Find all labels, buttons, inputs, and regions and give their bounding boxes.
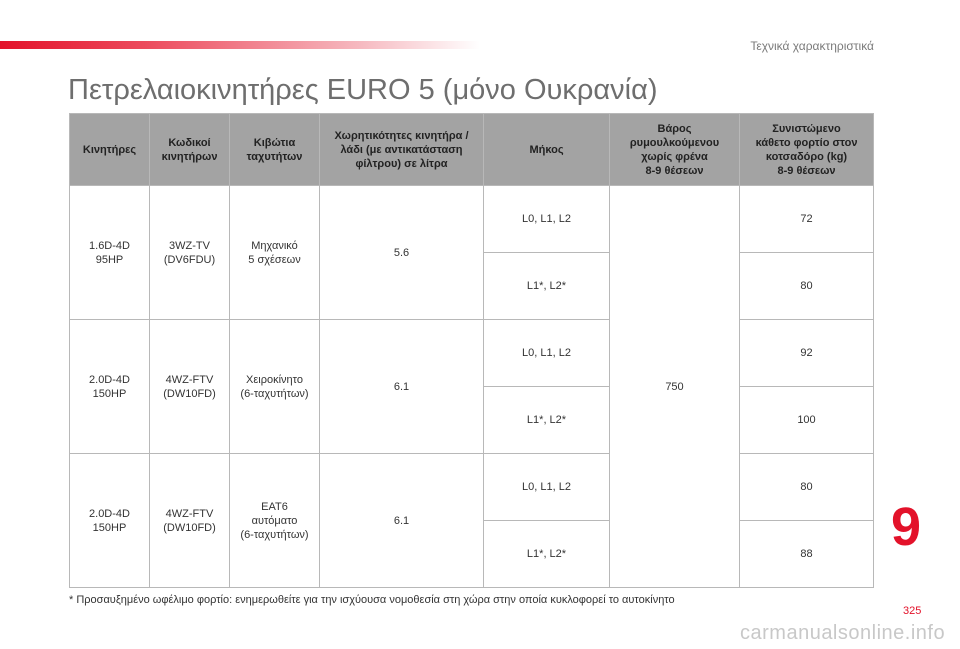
noseweight-cell: 72 bbox=[740, 186, 874, 253]
table-body bbox=[70, 186, 874, 588]
header-engines bbox=[70, 114, 150, 186]
engine-cell bbox=[70, 186, 150, 320]
engine-specs-table bbox=[69, 113, 874, 588]
length-cell: L1*, L2* bbox=[484, 521, 610, 588]
gearbox-cell bbox=[230, 320, 320, 454]
cell-line: 3WZ-TV bbox=[169, 239, 210, 252]
engine-cell bbox=[70, 320, 150, 454]
page-title: Πετρελαιοκινητήρες EURO 5 (μόνο Ουκρανία) bbox=[68, 74, 658, 106]
header-capacities bbox=[320, 114, 484, 186]
noseweight-cell: 100 bbox=[740, 387, 874, 454]
gearbox-cell bbox=[230, 186, 320, 320]
table-header-row bbox=[70, 114, 874, 186]
header-accent-bar bbox=[0, 41, 480, 49]
cell-line: κινητήρων bbox=[161, 150, 218, 163]
engine-cell bbox=[70, 454, 150, 588]
capacity-cell: 6.1 bbox=[320, 454, 484, 588]
header-gearboxes bbox=[230, 114, 320, 186]
cell-line: 4WZ-FTV bbox=[165, 373, 214, 386]
engine-code-cell bbox=[150, 454, 230, 588]
noseweight-cell: 92 bbox=[740, 320, 874, 387]
cell-line: Κινητήρες bbox=[82, 143, 137, 156]
length-cell: L1*, L2* bbox=[484, 253, 610, 320]
cell-line: ταχυτήτων bbox=[246, 150, 303, 163]
capacity-cell: 6.1 bbox=[320, 320, 484, 454]
cell-line: Μηχανικό bbox=[251, 239, 298, 252]
cell-line: κάθετο φορτίο στον bbox=[755, 136, 858, 149]
cell-line: 150HP bbox=[92, 521, 127, 534]
header-length bbox=[484, 114, 610, 186]
cell-line: 8-9 θέσεων bbox=[645, 164, 704, 177]
gearbox-cell bbox=[230, 454, 320, 588]
cell-line: χωρίς φρένα bbox=[641, 150, 708, 163]
engine-code-cell bbox=[150, 320, 230, 454]
noseweight-cell: 80 bbox=[740, 253, 874, 320]
length-cell: L0, L1, L2 bbox=[484, 454, 610, 521]
chapter-number: 9 bbox=[891, 497, 922, 557]
header-trailer-weight bbox=[610, 114, 740, 186]
watermark-text: carmanualsonline.info bbox=[740, 622, 946, 644]
cell-line: φίλτρου) σε λίτρα bbox=[355, 157, 448, 170]
trailer-weight-cell: 750 bbox=[610, 186, 740, 588]
cell-line: Βάρος bbox=[657, 122, 692, 135]
cell-line: (DW10FD) bbox=[163, 387, 216, 400]
noseweight-cell: 80 bbox=[740, 454, 874, 521]
cell-line: EAT6 bbox=[261, 500, 288, 513]
cell-line: Μήκος bbox=[529, 143, 564, 156]
cell-line: Χωρητικότητες κινητήρα / bbox=[334, 129, 469, 142]
cell-line: (6-ταχυτήτων) bbox=[240, 387, 309, 400]
cell-line: 4WZ-FTV bbox=[165, 507, 214, 520]
table-row bbox=[70, 320, 874, 387]
length-cell: L0, L1, L2 bbox=[484, 320, 610, 387]
cell-line: ρυμουλκούμενου bbox=[629, 136, 720, 149]
noseweight-cell: 88 bbox=[740, 521, 874, 588]
cell-line: Συνιστώμενο bbox=[772, 122, 841, 135]
table-row bbox=[70, 454, 874, 521]
length-cell: L1*, L2* bbox=[484, 387, 610, 454]
engine-code-cell bbox=[150, 186, 230, 320]
cell-line: 95HP bbox=[95, 253, 124, 266]
cell-line: Κωδικοί bbox=[168, 136, 211, 149]
cell-line: (6-ταχυτήτων) bbox=[240, 528, 309, 541]
cell-line: (DV6FDU) bbox=[163, 253, 216, 266]
capacity-cell: 5.6 bbox=[320, 186, 484, 320]
cell-line: Χειροκίνητο bbox=[246, 373, 303, 386]
header-engine-codes bbox=[150, 114, 230, 186]
cell-line: (DW10FD) bbox=[163, 521, 216, 534]
cell-line: λάδι (με αντικατάσταση bbox=[340, 143, 463, 156]
cell-line: 150HP bbox=[92, 387, 127, 400]
cell-line: 2.0D-4D bbox=[89, 373, 130, 386]
cell-line: 8-9 θέσεων bbox=[777, 164, 836, 177]
header-noseweight bbox=[740, 114, 874, 186]
cell-line: 1.6D-4D bbox=[89, 239, 130, 252]
cell-line: 2.0D-4D bbox=[89, 507, 130, 520]
table-row bbox=[70, 186, 874, 253]
cell-line: κοτσαδόρο (kg) bbox=[765, 150, 848, 163]
chapter-title: Τεχνικά χαρακτηριστικά bbox=[750, 39, 874, 53]
cell-line: αυτόματο bbox=[251, 514, 298, 527]
cell-line: 5 σχέσεων bbox=[248, 253, 301, 266]
page-number: 325 bbox=[903, 605, 922, 617]
length-cell: L0, L1, L2 bbox=[484, 186, 610, 253]
footnote: * Προσαυξημένο ωφέλιμο φορτίο: ενημερωθείτε για την ισχύουσα νομοθεσία στη χώρα στην οποία κυκλοφορεί το αυτοκίνητο bbox=[69, 594, 675, 606]
cell-line: Κιβώτια bbox=[253, 136, 296, 149]
